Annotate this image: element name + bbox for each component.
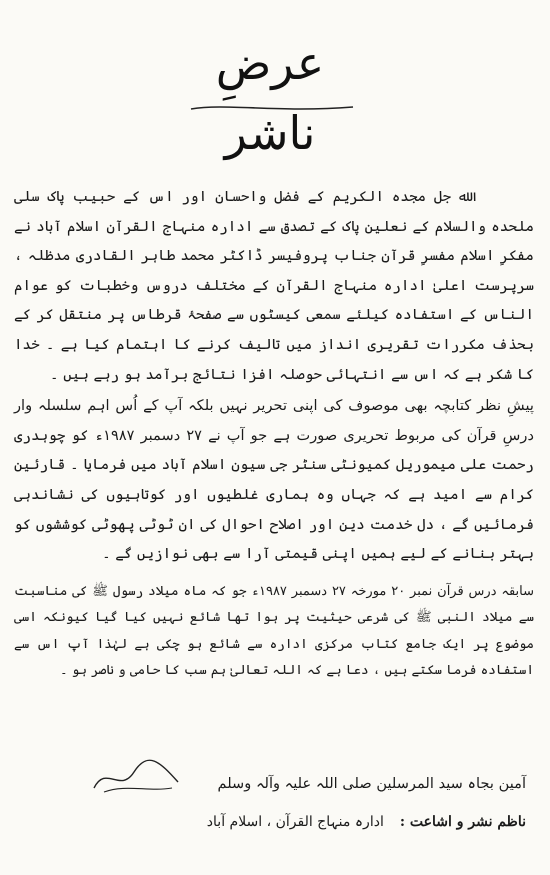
signature-line xyxy=(86,814,526,830)
signature-label: ناظم نشر و اشاعت : xyxy=(399,814,526,830)
paragraph: پیشِ نظر کتابچہ بھی موصوف کی اپنی تحریر نہیں بلکہ آپ کے اُس اہم سلسلہ وار درسِ قرآن کی مربوط تحریری صورت ہے جو آپ نے ۲۷ دسمبر ۱۹۸۷ء کو چوہدری رحمت علی میموریل کمیونٹی سنٹر جی سیون اسلام آباد میں فرمایا ۔ قارئین کرام سے امید ہے کہ جہاں وہ ہماری غلطیوں اور کوتاہیوں کی نشاندہی فرمائیں گے ، دل خدمت دین اور اصلاح احوال کی ان ٹوٹی پھوٹی کوششوں کو بہتر بنانے کے لیے ہمیں اپنی قیمتی آرا سے بھی نوازیں گے ۔ xyxy=(14,397,534,563)
closing-dua: آمین بجاہ سید المرسلین صلی اللہ علیہ وآلہ وسلم xyxy=(217,775,526,792)
page-title: عرضِ ناشر xyxy=(215,36,325,160)
closing-block xyxy=(86,770,526,830)
title-underline xyxy=(187,102,357,114)
title-block xyxy=(175,28,365,160)
paragraph: الله جل مجده الکریم کے فضل واحسان اور اس کے حبیب پاک سلی ملحدہ والسلام کے نعلین پاک کے تصدق سے ادارہ منہاج القرآن اسلام آباد نے مفکرِ اسلام مفسرِ قرآن جناب پروفیسر ڈاکٹر محمد طاہر القادری مدظلہ ، سرپرست اعلیٰ ادارہ منہاج القرآن کے مختلف دروس وخطبات کو عوام الناس کے استفادہ کیلئے سمعی کیسٹوں سے صفحۂ قرطاس پر منتقل کر کے بحذف مکررات تقریری انداز میں تالیف کرنے کا اہتمام کیا ہے ۔ خدا کا شکر ہے کہ اس سے انتہائی حوصلہ افزا نتائج برآمد ہو رہے ہیں ۔ xyxy=(14,188,534,383)
body-text xyxy=(14,182,534,685)
signature-org: ادارہ منہاج القرآن ، اسلام آباد xyxy=(206,814,384,830)
paragraph: سابقہ درس قرآن نمبر ۲۰ مورخہ ۲۷ دسمبر ۱۹۸۷ء جو کہ ماہ میلاد رسول ﷺ کی مناسبت سے میلاد النبی ﷺ کی شرعی حیثیت پر ہوا تھا شائع نہیں کیا گیا کیونکہ اسی موضوع پر ایک جامع کتاب مرکزی ادارہ سے شائع ہو چکی ہے لہٰذا آپ اس سے استفادہ فرما سکتے ہیں ، دعا ہے کہ اللہ تعالیٰ ہم سب کا حامی و ناصر ہو ۔ xyxy=(14,583,535,679)
handwritten-flourish xyxy=(86,758,186,798)
